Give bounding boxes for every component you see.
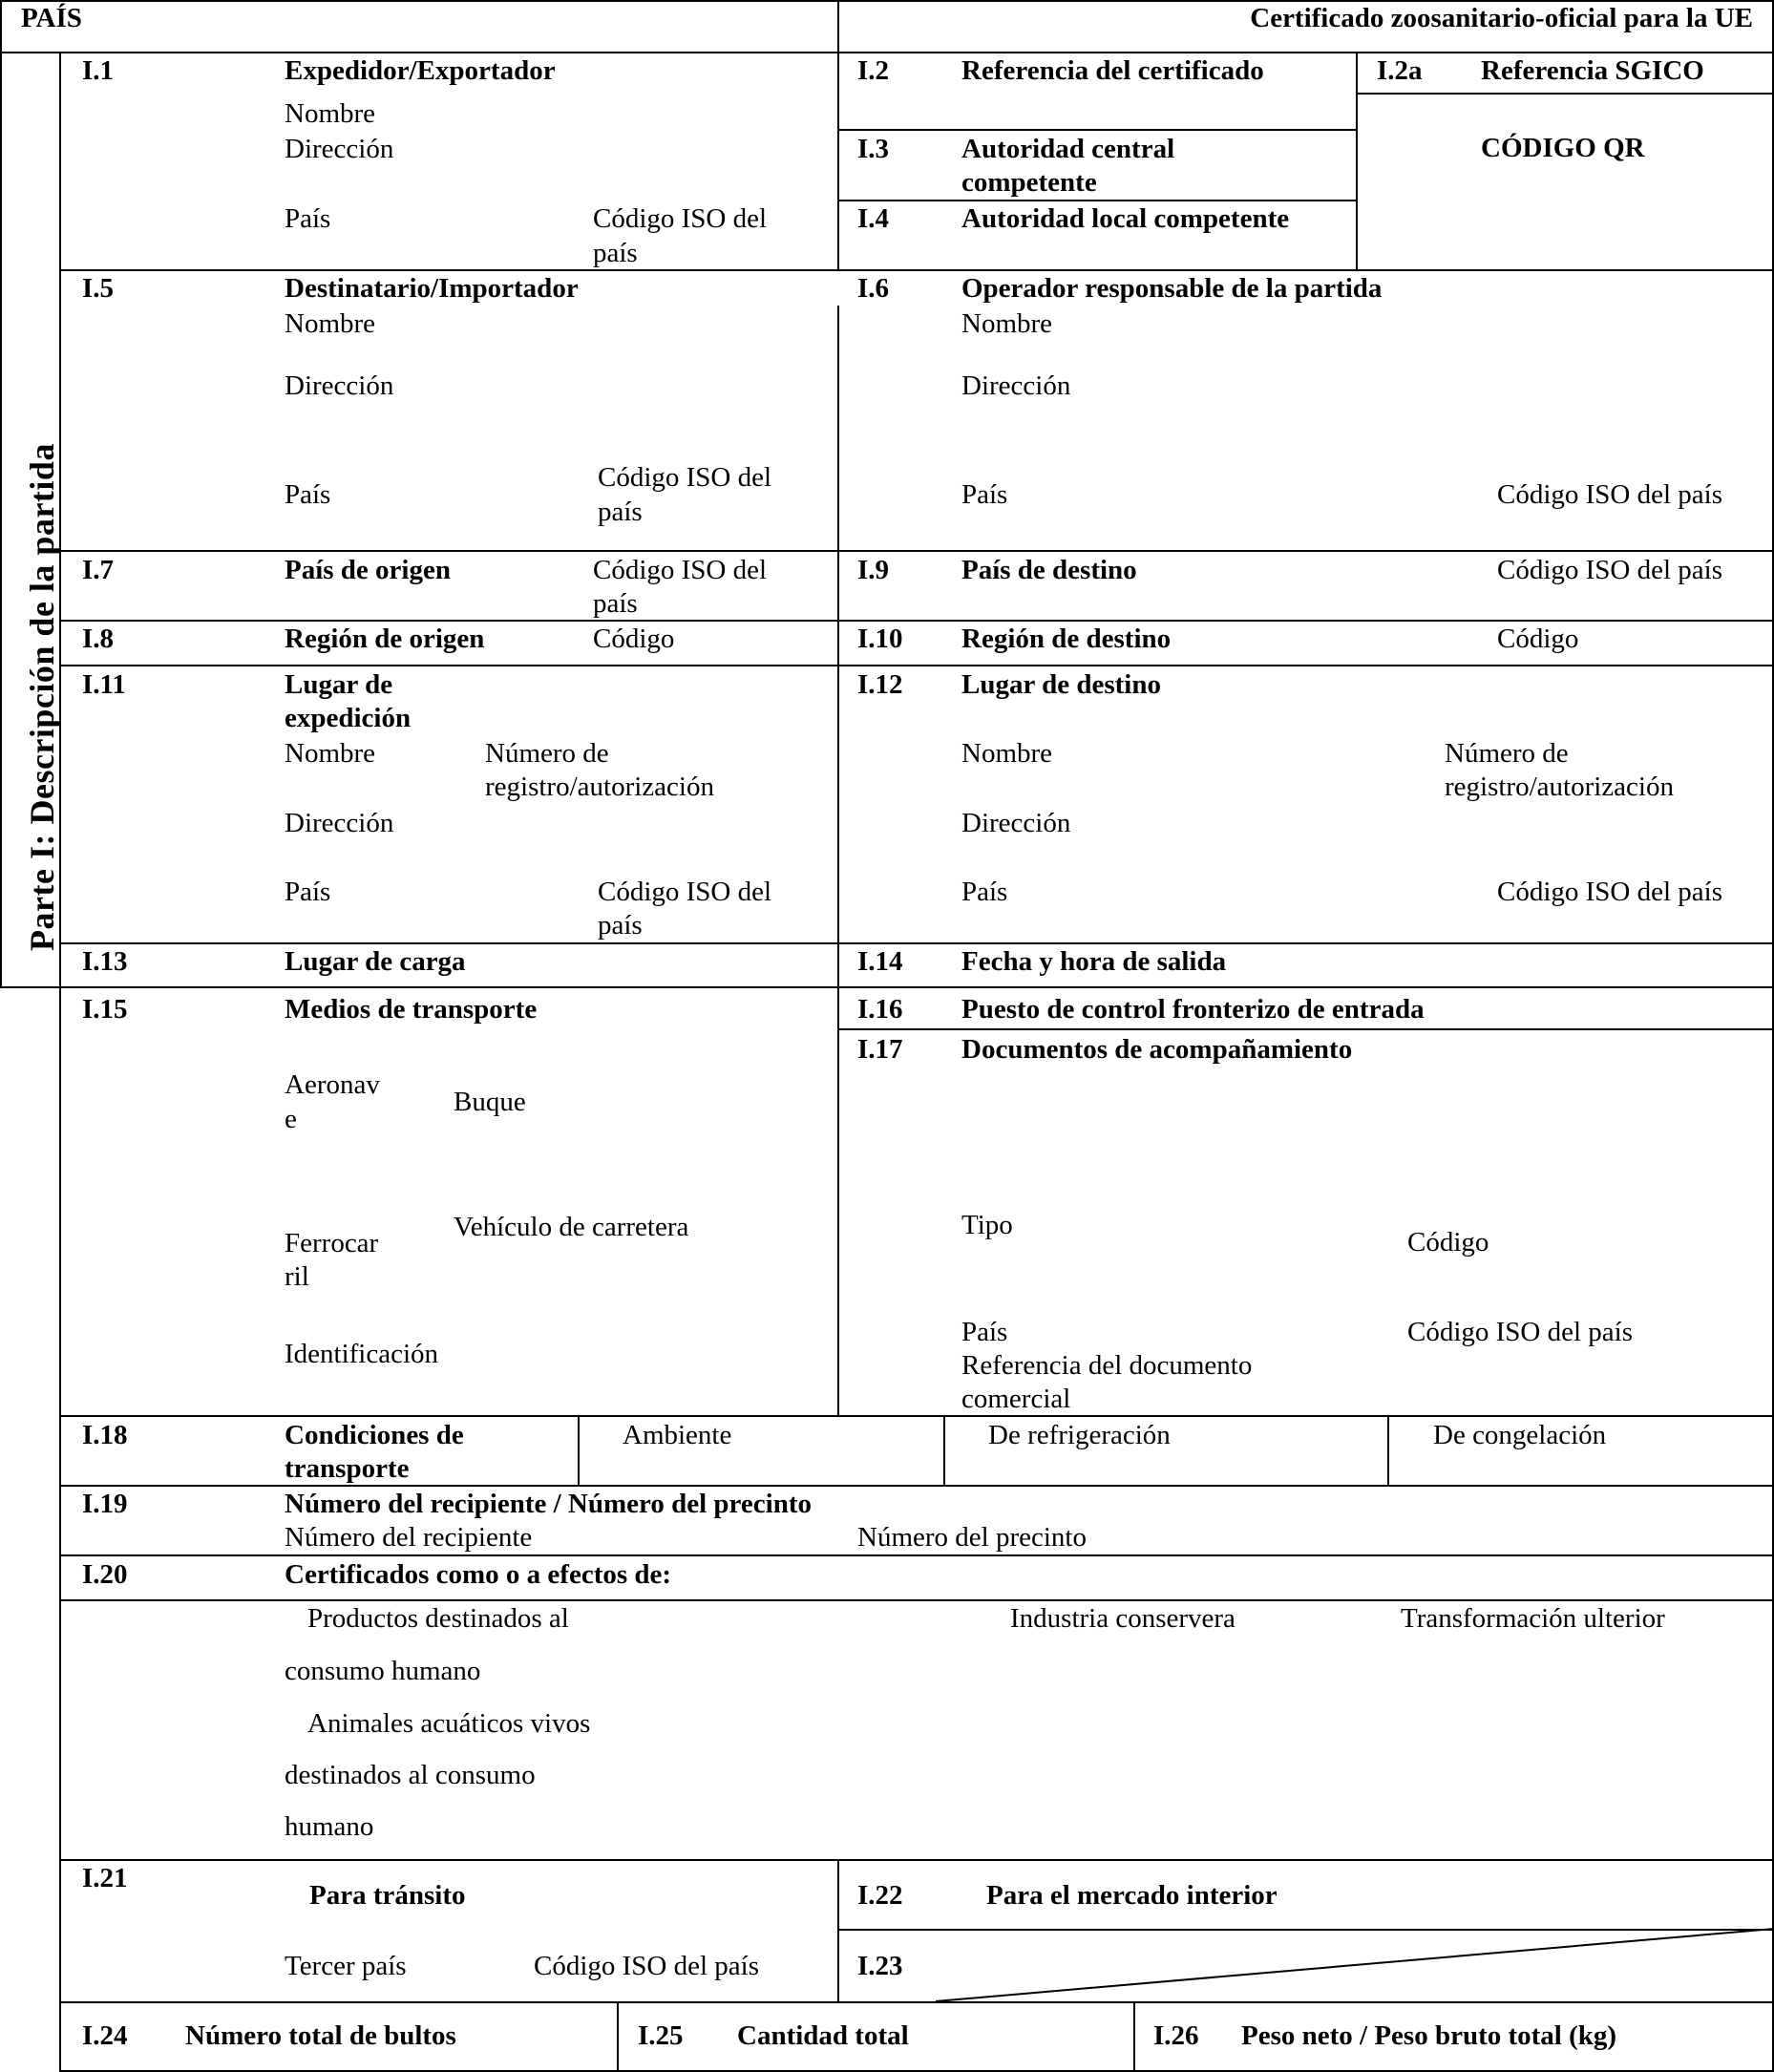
field-label: País bbox=[961, 479, 1008, 510]
field-label: Dirección bbox=[961, 808, 1071, 838]
field-label: Código ISO del bbox=[598, 877, 772, 907]
option-label: Productos destinados al bbox=[307, 1603, 569, 1634]
box-label: País de destino bbox=[961, 555, 1137, 585]
box-number: I.25 bbox=[638, 2020, 684, 2051]
option-label: Industria conservera bbox=[1010, 1603, 1235, 1634]
field-label: registro/autorización bbox=[1445, 772, 1674, 802]
field-label: Nombre bbox=[961, 738, 1053, 769]
box-label: Número del recipiente / Número del precinto bbox=[285, 1489, 812, 1519]
box-number: I.11 bbox=[82, 669, 126, 700]
option-label: humano bbox=[285, 1811, 374, 1842]
box-number: I.8 bbox=[82, 624, 115, 654]
header-country: PAÍS bbox=[21, 3, 82, 33]
box-label: Región de origen bbox=[285, 624, 485, 654]
box-number: I.21 bbox=[82, 1863, 128, 1893]
header-title: Certificado zoosanitario-oficial para la UE bbox=[1250, 3, 1753, 33]
box-number: I.13 bbox=[82, 946, 128, 977]
box-label: Autoridad local competente bbox=[961, 203, 1290, 234]
box-label: Lugar de bbox=[285, 669, 393, 700]
field-label: comercial bbox=[961, 1384, 1071, 1414]
box-label: Destinatario/Importador bbox=[285, 273, 579, 304]
field-label: Código ISO del país bbox=[1497, 877, 1723, 907]
box-label: Puesto de control fronterizo de entrada bbox=[961, 994, 1425, 1025]
field-label: País bbox=[961, 877, 1008, 907]
box-label: transporte bbox=[285, 1453, 410, 1484]
box-number: I.17 bbox=[857, 1034, 903, 1065]
box-number: I.6 bbox=[857, 273, 890, 304]
box-label: Documentos de acompañamiento bbox=[961, 1034, 1353, 1065]
field-label: País bbox=[285, 203, 331, 234]
qr-code-placeholder: CÓDIGO QR bbox=[1481, 133, 1645, 163]
box-number: I.24 bbox=[82, 2020, 128, 2051]
box-label: Lugar de carga bbox=[285, 946, 466, 977]
field-label: país bbox=[593, 238, 638, 268]
box-number: I.3 bbox=[857, 134, 890, 164]
box-label: Certificados como o a efectos de: bbox=[285, 1559, 672, 1590]
field-label: Referencia del documento bbox=[961, 1350, 1253, 1381]
option-label: Animales acuáticos vivos bbox=[307, 1708, 591, 1739]
box-number: I.16 bbox=[857, 994, 903, 1025]
option-label: Aeronav bbox=[285, 1069, 380, 1100]
box-number: I.12 bbox=[857, 669, 903, 700]
field-label: Tipo bbox=[961, 1210, 1013, 1240]
field-label: Código ISO del país bbox=[1497, 479, 1723, 510]
field-label: Número del precinto bbox=[857, 1522, 1087, 1553]
field-label: Código ISO del bbox=[593, 555, 768, 585]
box-label: País de origen bbox=[285, 555, 451, 585]
field-label: Código ISO del país bbox=[1497, 555, 1723, 585]
field-label: Código ISO del bbox=[598, 462, 772, 493]
box-number: I.10 bbox=[857, 624, 903, 654]
box-label: Condiciones de bbox=[285, 1420, 464, 1450]
field-label: país bbox=[598, 910, 643, 941]
box-number: I.26 bbox=[1153, 2020, 1199, 2051]
box-label: Peso neto / Peso bruto total (kg) bbox=[1241, 2020, 1617, 2051]
field-label: País bbox=[285, 877, 331, 907]
box-label: Cantidad total bbox=[737, 2020, 909, 2051]
field-label: Dirección bbox=[285, 370, 394, 401]
option-label: Vehículo de carretera bbox=[454, 1212, 689, 1242]
field-label: Código ISO del país bbox=[534, 1951, 760, 1981]
field-label: País bbox=[285, 479, 331, 510]
field-label: Nombre bbox=[285, 738, 376, 769]
field-label: país bbox=[598, 497, 643, 527]
box-label: Región de destino bbox=[961, 624, 1172, 654]
field-label: registro/autorización bbox=[485, 772, 714, 802]
field-label: Número de bbox=[1445, 738, 1569, 769]
box-label: Medios de transporte bbox=[285, 994, 538, 1025]
field-label: Número del recipiente bbox=[285, 1522, 533, 1553]
field-label: Dirección bbox=[961, 370, 1071, 401]
box-label: Lugar de destino bbox=[961, 669, 1161, 700]
field-label: País bbox=[961, 1317, 1008, 1347]
box-number: I.18 bbox=[82, 1420, 128, 1450]
box-number: I.2 bbox=[857, 55, 890, 86]
option-label: Ambiente bbox=[623, 1420, 732, 1450]
box-number: I.9 bbox=[857, 555, 890, 585]
box-label: expedición bbox=[285, 703, 412, 733]
option-label: e bbox=[285, 1104, 297, 1134]
box-label: Referencia SGICO bbox=[1481, 55, 1704, 86]
box-number: I.5 bbox=[82, 273, 115, 304]
box-number: I.4 bbox=[857, 203, 890, 234]
box-number: I.7 bbox=[82, 555, 115, 585]
box-number: I.22 bbox=[857, 1880, 903, 1911]
box-number: I.2a bbox=[1377, 55, 1423, 86]
field-label: Nombre bbox=[961, 308, 1053, 339]
option-label: Transformación ulterior bbox=[1401, 1603, 1665, 1634]
field-label: Número de bbox=[485, 738, 609, 769]
box-number: I.23 bbox=[857, 1951, 903, 1981]
field-label: Tercer país bbox=[285, 1951, 407, 1981]
field-label: país bbox=[593, 588, 638, 619]
field-label: Dirección bbox=[285, 808, 394, 838]
box-number: I.15 bbox=[82, 994, 128, 1025]
field-label: Código bbox=[1497, 624, 1579, 654]
field-label: Código bbox=[1407, 1227, 1489, 1258]
box-label: Para el mercado interior bbox=[986, 1880, 1278, 1911]
field-label: Nombre bbox=[285, 98, 376, 129]
option-label: destinados al consumo bbox=[285, 1760, 536, 1790]
option-label: Buque bbox=[454, 1087, 526, 1117]
box-label: Operador responsable de la partida bbox=[961, 273, 1383, 304]
box-label: Referencia del certificado bbox=[961, 55, 1264, 86]
field-label: Código bbox=[593, 624, 675, 654]
box-number: I.19 bbox=[82, 1489, 128, 1519]
box-label: Número total de bultos bbox=[185, 2020, 456, 2051]
box-number: I.1 bbox=[82, 55, 115, 86]
field-label: Código ISO del bbox=[593, 203, 768, 234]
box-number: I.14 bbox=[857, 946, 903, 977]
option-label: ril bbox=[285, 1261, 309, 1292]
box-label: Fecha y hora de salida bbox=[961, 946, 1227, 977]
box-label: Expedidor/Exportador bbox=[285, 55, 556, 86]
field-label: Identificación bbox=[285, 1339, 439, 1369]
field-label: Nombre bbox=[285, 308, 376, 339]
box-label: competente bbox=[961, 167, 1097, 198]
box-label: Para tránsito bbox=[309, 1880, 466, 1911]
field-label: Código ISO del país bbox=[1407, 1317, 1634, 1347]
field-label: Dirección bbox=[285, 134, 394, 164]
side-section-label: Parte I: Descripción de la partida bbox=[23, 443, 61, 951]
option-label: De congelación bbox=[1433, 1420, 1607, 1450]
box-number: I.20 bbox=[82, 1559, 128, 1590]
option-label: De refrigeración bbox=[988, 1420, 1171, 1450]
option-label: consumo humano bbox=[285, 1656, 481, 1686]
box-label: Autoridad central bbox=[961, 134, 1175, 164]
option-label: Ferrocar bbox=[285, 1228, 379, 1258]
